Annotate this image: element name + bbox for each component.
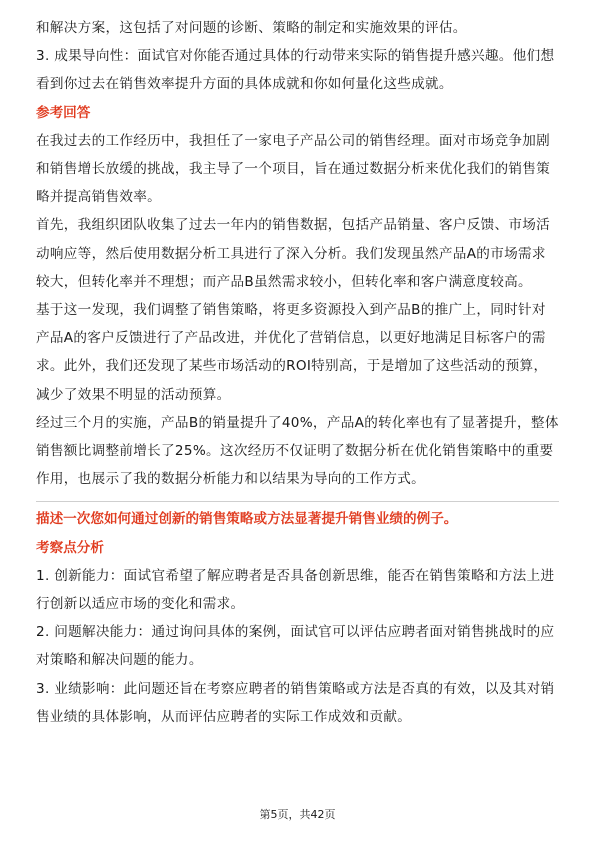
- answer-paragraph-2: 首先，我组织团队收集了过去一年内的销售数据，包括产品销量、客户反馈、市场活动响应等，然后使用数据分析工具进行了深入分析。我们发现虽然产品A的市场需求较大，但转化率并不理想；而产品B虽然需求较小，但转化率和客户满意度较高。: [36, 217, 551, 290]
- analysis-heading: 考察点分析: [36, 539, 104, 556]
- analysis-item-1: 1. 创新能力：面试官希望了解应聘者是否具备创新思维，能否在销售策略和方法上进行创新以适应市场的变化和需求。: [36, 567, 555, 613]
- answer-paragraph-4: 经过三个月的实施，产品B的销量提升了40%，产品A的转化率也有了显著提升，整体销售额比调整前增长了25%。这次经历不仅证明了数据分析在优化销售策略中的重要作用，也展示了我的数据分析能力和以结果为导向的工作方式。: [36, 414, 559, 488]
- document-page: [36, 14, 559, 731]
- page-number: 第5页，共42页: [259, 808, 336, 821]
- point-3-outcome-oriented: 3. 成果导向性：面试官对你能否通过具体的行动带来实际的销售提升感兴趣。他们想看到你过去在销售效率提升方面的具体成就和你如何量化这些成就。: [36, 48, 555, 93]
- previous-point-continuation: 和解决方案，这包括了对问题的诊断、策略的制定和实施效果的评估。: [36, 20, 467, 36]
- question-heading: 描述一次您如何通过创新的销售策略或方法显著提升销售业绩的例子。: [36, 511, 458, 528]
- analysis-item-3: 3. 业绩影响：此问题还旨在考察应聘者的销售策略或方法是否真的有效，以及其对销售业绩的具体影响，从而评估应聘者的实际工作成效和贡献。: [36, 680, 555, 725]
- answer-paragraph-1: 在我过去的工作经历中，我担任了一家电子产品公司的销售经理。面对市场竞争加剧和销售增长放缓的挑战，我主导了一个项目，旨在通过数据分析来优化我们的销售策略并提高销售效率。: [36, 132, 551, 206]
- section-divider: [36, 501, 559, 502]
- reference-answer-heading: 参考回答: [36, 104, 91, 121]
- analysis-item-2: 2. 问题解决能力：通过询问具体的案例，面试官可以评估应聘者面对销售挑战时的应对策略和解决问题的能力。: [36, 624, 555, 669]
- answer-paragraph-3: 基于这一发现，我们调整了销售策略，将更多资源投入到产品B的推广上，同时针对产品A的客户反馈进行了产品改进，并优化了营销信息，以更好地满足目标客户的需求。此外，我们还发现了某些市场活动的ROI特别高，于是增加了这些活动的预算，减少了效果不明显的活动预算。: [36, 302, 548, 403]
